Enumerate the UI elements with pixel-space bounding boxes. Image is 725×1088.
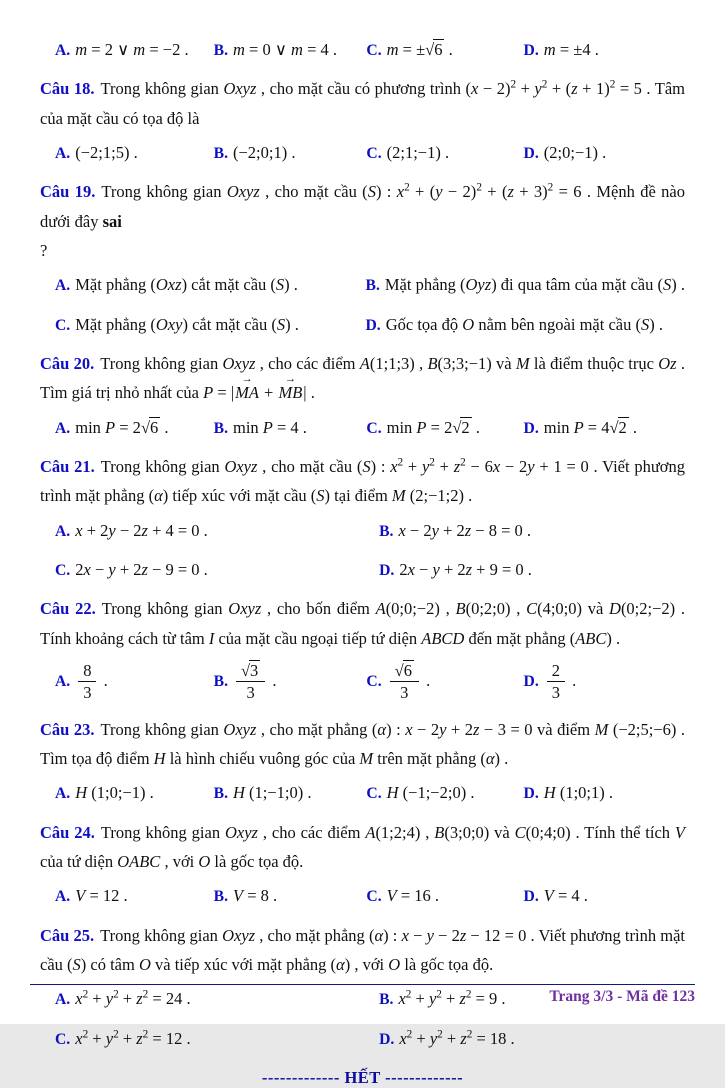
page-number-label: Trang 3/3 - Mã đề 123 <box>549 988 695 1005</box>
question-block <box>40 74 685 166</box>
option-text: H (1;−1;0) . <box>232 783 312 803</box>
option-text: Mặt phẳng (Oxy) cắt mặt cầu (S) . <box>75 314 299 334</box>
option-letter: C. <box>366 888 382 906</box>
option-item <box>379 1026 685 1052</box>
option-item <box>55 557 373 583</box>
option-item <box>524 140 685 166</box>
options-group <box>40 518 685 584</box>
option-text: min P = 2√2 . <box>386 417 480 437</box>
question-stem <box>40 594 685 653</box>
question-stem-text: Trong không gian Oxyz , cho bốn điểm A(0;0;−2) , B(0;2;0) , C(4;0;0) và D(0;2;−2) . Tính khoảng cách từ tâm I của mặt cầu ngoại tiếp tứ diện ABCD đến mặt phẳng (ABC) . <box>40 599 686 648</box>
option-item <box>366 780 517 806</box>
option-item <box>379 518 685 544</box>
option-text: x − 2y + 2z − 8 = 0 . <box>398 520 532 540</box>
option-item <box>524 660 685 704</box>
option-text: $\frac{√3}{3}$ . <box>233 671 277 690</box>
question-stem <box>40 452 685 511</box>
question-stem <box>40 715 685 774</box>
option-letter: A. <box>55 672 71 690</box>
option-letter: B. <box>365 277 380 295</box>
option-text: 2x − y + 2z − 9 = 0 . <box>75 559 208 579</box>
option-letter: B. <box>379 991 394 1009</box>
option-text: (−2;1;5) . <box>75 143 138 162</box>
option-letter: A. <box>55 277 71 295</box>
option-letter: C. <box>55 561 71 579</box>
option-item <box>55 312 360 338</box>
question-stem-text: Trong không gian Oxyz , cho các điểm A(1;2;4) , B(3;0;0) và C(0;4;0) . Tính thể tích V của tứ diện OABC , với O là gốc tọa độ. <box>40 822 686 871</box>
option-text: min P = 2√6 . <box>75 417 169 437</box>
option-item <box>214 415 361 441</box>
question-block <box>40 177 685 338</box>
option-item <box>366 415 517 441</box>
footer-rule <box>30 984 695 985</box>
option-letter: C. <box>366 785 382 803</box>
question-block <box>40 594 685 703</box>
question-stem-text: Trong không gian Oxyz , cho mặt phẳng (α) : x − y − 2z − 12 = 0 . Viết phương trình mặt cầu (S) có tâm O và tiếp xúc với mặt phẳng (α) , với O là gốc tọa độ. <box>40 925 686 974</box>
option-text: min P = 4 . <box>232 417 307 437</box>
question-label: Câu 21. <box>40 456 95 476</box>
option-item <box>214 883 361 909</box>
option-letter: A. <box>55 785 71 803</box>
question-label: Câu 22. <box>40 599 96 619</box>
option-letter: D. <box>523 888 539 906</box>
question-list <box>40 37 685 1052</box>
option-item <box>214 37 361 63</box>
option-letter: B. <box>213 419 228 437</box>
option-text: H (1;0;1) . <box>543 783 613 803</box>
option-item <box>524 883 685 909</box>
option-text: V = 8 . <box>232 886 278 906</box>
option-text: $\frac{8}{3}$ . <box>75 671 108 690</box>
option-letter: D. <box>379 1030 395 1048</box>
option-item <box>55 660 208 704</box>
option-item <box>366 272 686 298</box>
option-text: $x^2 + y^2 + z^2 = 24$ . <box>75 988 191 1009</box>
options-group <box>40 883 685 909</box>
question-label: Câu 25. <box>40 925 95 945</box>
option-item <box>524 415 685 441</box>
option-text: V = 4 . <box>543 886 588 906</box>
option-item <box>214 780 361 806</box>
question-label: Câu 20. <box>40 353 95 373</box>
option-text: V = 12 . <box>75 886 128 906</box>
page-footer-band <box>30 984 695 1009</box>
question-label: Câu 24. <box>40 822 95 842</box>
option-item <box>55 272 360 298</box>
option-item <box>524 780 685 806</box>
option-letter: B. <box>213 785 228 803</box>
question-stem <box>40 74 685 133</box>
question-stem-text: Trong không gian Oxyz , cho các điểm A(1;1;3) , B(3;3;−1) và M là điểm thuộc trục Oz . Tìm giá trị nhỏ nhất của P = |→ MA + → MB| . <box>40 354 685 402</box>
option-letter: A. <box>55 991 71 1009</box>
option-letter: C. <box>366 419 382 437</box>
option-letter: D. <box>523 42 539 59</box>
option-letter: D. <box>523 672 539 690</box>
option-text: $x^2 + y^2 + z^2 = 18$ . <box>399 1028 515 1048</box>
question-label: Câu 18. <box>40 79 95 99</box>
option-item <box>55 883 208 909</box>
option-text: (2;0;−1) . <box>543 143 607 162</box>
question-block <box>40 452 685 583</box>
question-stem-text: Trong không gian Oxyz , cho mặt cầu (S) : $x^2 + (y - 2)^2 + (z + 3)^2 = 6$ . Mệnh đề nào dưới đây sai ? <box>40 181 685 260</box>
option-text: min P = 4√2 . <box>543 417 638 437</box>
option-text: m = 2 ∨ m = −2 . <box>75 40 189 59</box>
question-stem <box>40 349 685 408</box>
option-letter: D. <box>523 785 539 803</box>
option-text: x + 2y − 2z + 4 = 0 . <box>75 520 208 540</box>
option-letter: A. <box>55 145 71 162</box>
option-text: H (1;0;−1) . <box>75 783 154 803</box>
option-text: H (−1;−2;0) . <box>386 783 475 803</box>
option-item <box>55 780 208 806</box>
option-text: Mặt phẳng (Oxz) cắt mặt cầu (S) . <box>75 275 298 295</box>
option-text: (−2;0;1) . <box>232 143 296 162</box>
option-item <box>366 660 517 704</box>
option-text: $\frac{2}{3}$ . <box>544 671 577 690</box>
options-group <box>40 780 685 806</box>
question-block <box>40 715 685 807</box>
option-item <box>366 312 686 338</box>
option-letter: C. <box>366 672 382 690</box>
option-item <box>55 37 208 63</box>
options-group <box>40 272 685 338</box>
option-item <box>55 140 208 166</box>
option-letter: A. <box>55 522 71 540</box>
option-text: m = ±√6 . <box>386 40 453 59</box>
option-text: (2;1;−1) . <box>386 143 450 162</box>
option-text: V = 16 . <box>386 886 440 906</box>
options-group <box>40 37 685 63</box>
option-item <box>55 518 373 544</box>
option-letter: C. <box>55 316 71 334</box>
option-letter: A. <box>55 42 71 59</box>
option-text: 2x − y + 2z + 9 = 0 . <box>399 559 532 579</box>
option-text: $x^2 + y^2 + z^2 = 12$ . <box>75 1028 191 1048</box>
option-letter: D. <box>379 561 395 579</box>
question-stem-text: Trong không gian Oxyz , cho mặt cầu có phương trình $(x - 2)^2 + y^2 + (z + 1)^2 = 5$ . Tâm của mặt cầu có tọa độ là <box>40 78 685 128</box>
option-item <box>379 557 685 583</box>
option-text: $x^2 + y^2 + z^2 = 9$ . <box>398 988 506 1009</box>
option-letter: D. <box>523 419 539 437</box>
option-item <box>55 1026 373 1052</box>
option-text: $\frac{√6}{3}$ . <box>387 671 431 690</box>
end-marker: ------------- HẾT ------------- <box>261 1067 464 1087</box>
option-item <box>214 660 361 704</box>
option-letter: B. <box>213 888 228 906</box>
option-item <box>55 415 208 441</box>
option-letter: A. <box>55 888 71 906</box>
question-block <box>40 349 685 441</box>
option-item <box>366 140 517 166</box>
question-label: Câu 19. <box>40 182 96 202</box>
options-group <box>40 660 685 704</box>
options-group <box>40 140 685 166</box>
option-text: Mặt phẳng (Oyz) đi qua tâm của mặt cầu (S) . <box>384 275 685 295</box>
question-block <box>40 37 685 63</box>
option-text: m = 0 ∨ m = 4 . <box>232 40 338 59</box>
option-letter: B. <box>379 522 394 540</box>
option-letter: C. <box>366 42 382 59</box>
option-item <box>366 883 517 909</box>
options-group <box>40 415 685 441</box>
option-item <box>524 37 685 63</box>
question-block <box>40 818 685 910</box>
question-stem-text: Trong không gian Oxyz , cho mặt phẳng (α) : x − 2y + 2z − 3 = 0 và điểm M (−2;5;−6) . Tìm tọa độ điểm H là hình chiếu vuông góc của M trên mặt phẳng (α) . <box>40 719 685 768</box>
option-letter: B. <box>213 42 228 59</box>
option-letter: D. <box>365 316 381 334</box>
option-letter: D. <box>523 145 539 162</box>
option-text: Gốc tọa độ O nằm bên ngoài mặt cầu (S) . <box>385 314 663 334</box>
option-item <box>214 140 361 166</box>
question-label: Câu 23. <box>40 719 95 739</box>
question-stem-text: Trong không gian Oxyz , cho mặt cầu (S) : $x^2 + y^2 + z^2 - 6x - 2y + 1 = 0$ . Viết phương trình mặt phẳng (α) tiếp xúc với mặt cầu (S) tại điểm M (2;−1;2) . <box>40 456 685 506</box>
question-stem <box>40 818 685 877</box>
question-stem <box>40 921 685 980</box>
option-letter: B. <box>213 145 228 162</box>
question-stem <box>40 177 685 265</box>
option-text: m = ±4 . <box>543 40 599 59</box>
option-letter: C. <box>55 1030 71 1048</box>
option-letter: C. <box>366 145 382 162</box>
option-letter: B. <box>213 672 228 690</box>
option-item <box>366 37 517 63</box>
option-letter: A. <box>55 419 71 437</box>
